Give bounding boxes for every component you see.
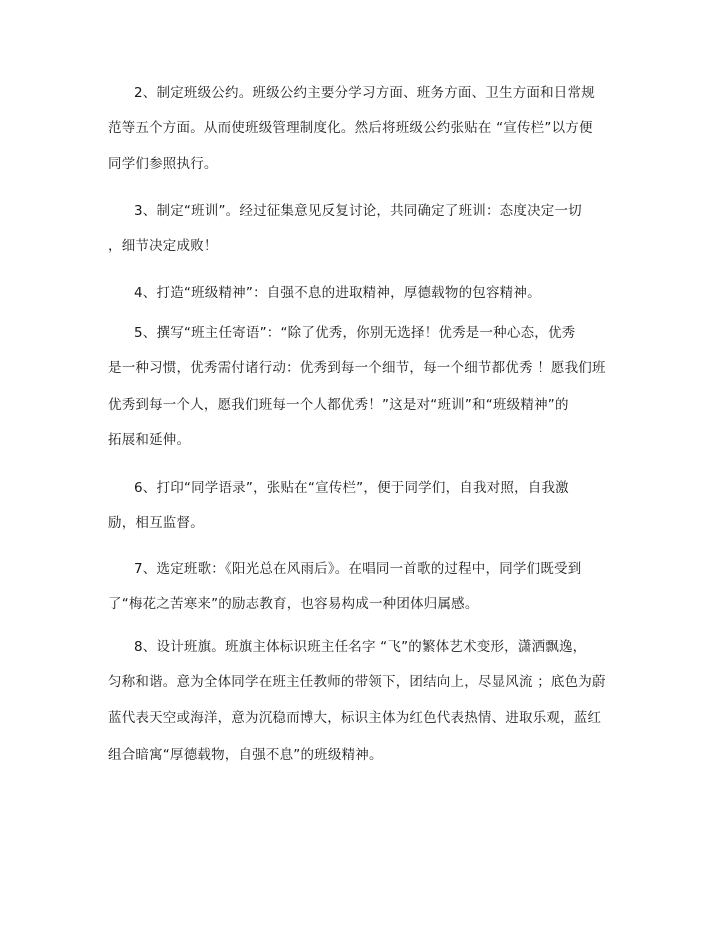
- text-line: 优秀到每一个人，愿我们班每一个人都优秀！”这是对“班训”和“班级精神”的: [108, 397, 569, 413]
- text-line: 5、撰写“班主任寄语”：“除了优秀，你别无选择！优秀是一种心态，优秀: [134, 325, 576, 341]
- text-line: 励，相互监督。: [108, 515, 204, 531]
- text-line: 4、打造“班级精神”：自强不息的进取精神，厚德载物的包容精神。: [134, 285, 541, 301]
- text-line: 同学们参照执行。: [108, 156, 218, 172]
- text-line: 2、制定班级公约。班级公约主要分学习方面、班务方面、卫生方面和日常规: [134, 85, 595, 101]
- text-line: 匀称和谐。意为全体同学在班主任教师的带领下，团结向上，尽显风流 ；底色为蔚: [108, 674, 606, 690]
- text-line: 6、打印“同学语录”，张贴在“宣传栏”，便于同学们，自我对照，自我激: [134, 480, 569, 496]
- text-line: 了“梅花之苦寒来”的励志教育，也容易构成一种团体归属感。: [108, 596, 479, 612]
- text-line: 范等五个方面。从而使班级管理制度化。然后将班级公约张贴在 “宣传栏”以方便: [108, 120, 593, 136]
- text-line: 3、制定“班训”。经过征集意见反复讨论，共同确定了班训：态度决定一切: [134, 203, 582, 219]
- text-line: 组合暗寓“厚德载物，自强不息”的班级精神。: [108, 747, 383, 763]
- text-line: 蓝代表天空或海洋，意为沉稳而博大，标识主体为红色代表热情、进取乐观，蓝红: [108, 710, 602, 726]
- text-line: 拓展和延伸。: [108, 432, 191, 448]
- text-line: 7、选定班歌：《阳光总在风雨后》。在唱同一首歌的过程中，同学们既受到: [134, 561, 582, 577]
- text-line: 是一种习惯，优秀需付诸行动：优秀到每一个细节，每一个细节都优秀 ！愿我们班: [108, 360, 606, 376]
- text-line: ，细节决定成败！: [108, 238, 218, 254]
- text-line: 8、设计班旗。班旗主体标识班主任名字 “飞”的繁体艺术变形，潇洒飘逸，: [134, 639, 587, 655]
